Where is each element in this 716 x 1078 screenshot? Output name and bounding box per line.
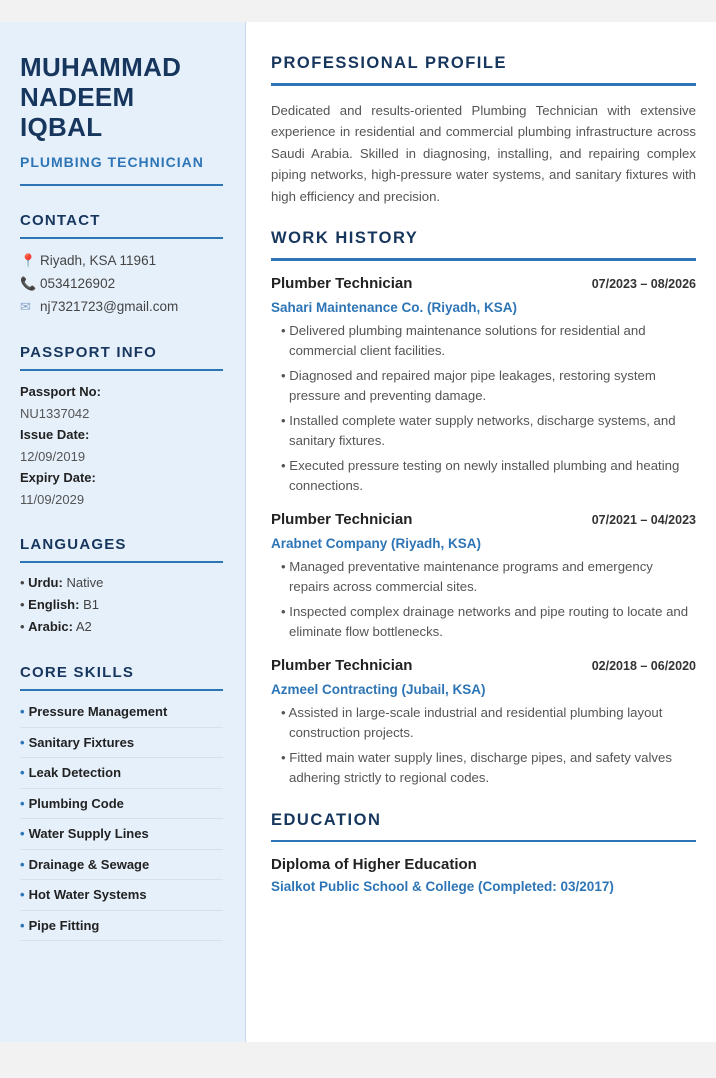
skill-item: • Water Supply Lines [20, 819, 223, 850]
job-title: Plumber Technician [271, 274, 413, 292]
expiry-date-label: Expiry Date: [20, 470, 96, 485]
skill-item: • Pressure Management [20, 697, 223, 728]
contact-email [20, 295, 223, 318]
phone-text: 0534126902 [40, 276, 116, 291]
job-bullet: • Managed preventative maintenance programs and emergency repairs across commercial sites. [281, 558, 653, 595]
languages-list [20, 572, 223, 638]
job-dates: 07/2023 – 08/2026 [591, 276, 696, 291]
job-company: Sahari Maintenance Co. (Riyadh, KSA) [271, 299, 518, 315]
sidebar [0, 22, 246, 1042]
contact-heading: CONTACT [20, 212, 101, 229]
skill-item: • Plumbing Code [20, 789, 223, 820]
profile-heading: PROFESSIONAL PROFILE [271, 54, 507, 72]
divider [20, 369, 223, 371]
languages-heading: LANGUAGES [20, 536, 127, 553]
address-text: Riyadh, KSA 11961 [40, 253, 157, 268]
language-name: Urdu: [28, 575, 63, 590]
main-content [246, 22, 716, 1042]
job-bullets [271, 321, 696, 497]
language-item: • Arabic: A2 [20, 619, 92, 634]
job-company: Azmeel Contracting (Jubail, KSA) [271, 681, 486, 697]
skill-item: • Sanitary Fixtures [20, 728, 223, 759]
name-line: NADEEM [20, 82, 135, 112]
skills-heading: CORE SKILLS [20, 664, 135, 681]
language-name: Arabic: [28, 619, 73, 634]
divider [271, 840, 696, 843]
divider [20, 184, 223, 186]
language-level: Native [66, 575, 104, 590]
language-level: B1 [83, 597, 99, 612]
language-item: • English: B1 [20, 597, 99, 612]
language-level: A2 [75, 619, 92, 634]
contact-phone [20, 272, 223, 295]
job-entry [271, 657, 696, 789]
job-bullet: • Executed pressure testing on newly installed plumbing and heating connections. [281, 457, 680, 494]
resume-page [0, 22, 716, 1042]
candidate-name [20, 52, 223, 142]
skill-item: • Hot Water Systems [20, 880, 223, 911]
name-line: IQBAL [20, 112, 103, 142]
profile-text: Dedicated and results-oriented Plumbing Technician with extensive experience in residential and commercial plumbing infrastructure across Saudi Arabia. Skilled in diagnosing, installing, and repairing complex piping networks, high-pressure water systems, and sanitary fixtures with high efficiency and precision. [271, 102, 696, 204]
skills-list [20, 697, 223, 941]
job-company: Arabnet Company (Riyadh, KSA) [271, 535, 482, 551]
job-bullet: • Diagnosed and repaired major pipe leakages, restoring system pressure and preventing damage. [281, 367, 656, 404]
job-bullets [271, 557, 696, 643]
name-line: MUHAMMAD [20, 52, 182, 82]
job-bullet: • Inspected complex drainage networks and pipe routing to locate and eliminate flow bottlenecks. [281, 603, 689, 640]
contact-list [20, 249, 223, 318]
skill-item: • Drainage & Sewage [20, 850, 223, 881]
work-heading: WORK HISTORY [271, 229, 419, 248]
job-bullets [271, 703, 696, 789]
divider [20, 689, 223, 691]
language-item: • Urdu: Native [20, 575, 104, 590]
job-entry [271, 275, 696, 497]
passport-info [20, 381, 223, 510]
pin-icon: 📍 [20, 253, 37, 268]
job-bullet: • Assisted in large-scale industrial and residential plumbing layout construction projects. [281, 704, 663, 741]
job-entry [271, 511, 696, 643]
job-bullet: • Installed complete water supply networks, discharge systems, and sanitary fixtures. [281, 412, 676, 449]
job-dates: 07/2021 – 04/2023 [591, 512, 696, 527]
issue-date-value: 12/09/2019 [20, 448, 86, 464]
language-name: English: [28, 597, 80, 612]
divider [271, 83, 696, 86]
passport-no-value: NU1337042 [20, 405, 90, 421]
passport-no-label: Passport No: [20, 384, 101, 399]
education-school: Sialkot Public School & College (Completed: 03/2017) [271, 879, 614, 895]
divider [20, 237, 223, 239]
job-dates: 02/2018 – 06/2020 [591, 658, 696, 673]
skill-item: • Leak Detection [20, 758, 223, 789]
divider [271, 258, 696, 261]
divider [20, 561, 223, 563]
issue-date-label: Issue Date: [20, 427, 90, 442]
mail-icon: ✉ [20, 299, 31, 314]
education-degree: Diploma of Higher Education [271, 856, 477, 874]
passport-heading: PASSPORT INFO [20, 344, 157, 361]
phone-icon: 📞 [20, 276, 37, 291]
education-heading: EDUCATION [271, 810, 382, 829]
job-bullet: • Fitted main water supply lines, discharge pipes, and safety valves adhering strictly to regional codes. [281, 749, 672, 786]
job-title: Plumber Technician [271, 656, 413, 674]
email-text: nj7321723@gmail.com [40, 299, 179, 314]
skill-item: • Pipe Fitting [20, 911, 223, 942]
contact-address [20, 249, 223, 272]
job-title: Plumber Technician [271, 510, 413, 528]
expiry-date-value: 11/09/2029 [20, 491, 85, 507]
job-role: PLUMBING TECHNICIAN [20, 154, 204, 170]
job-bullet: • Delivered plumbing maintenance solutions for residential and commercial client facilities. [281, 322, 646, 359]
